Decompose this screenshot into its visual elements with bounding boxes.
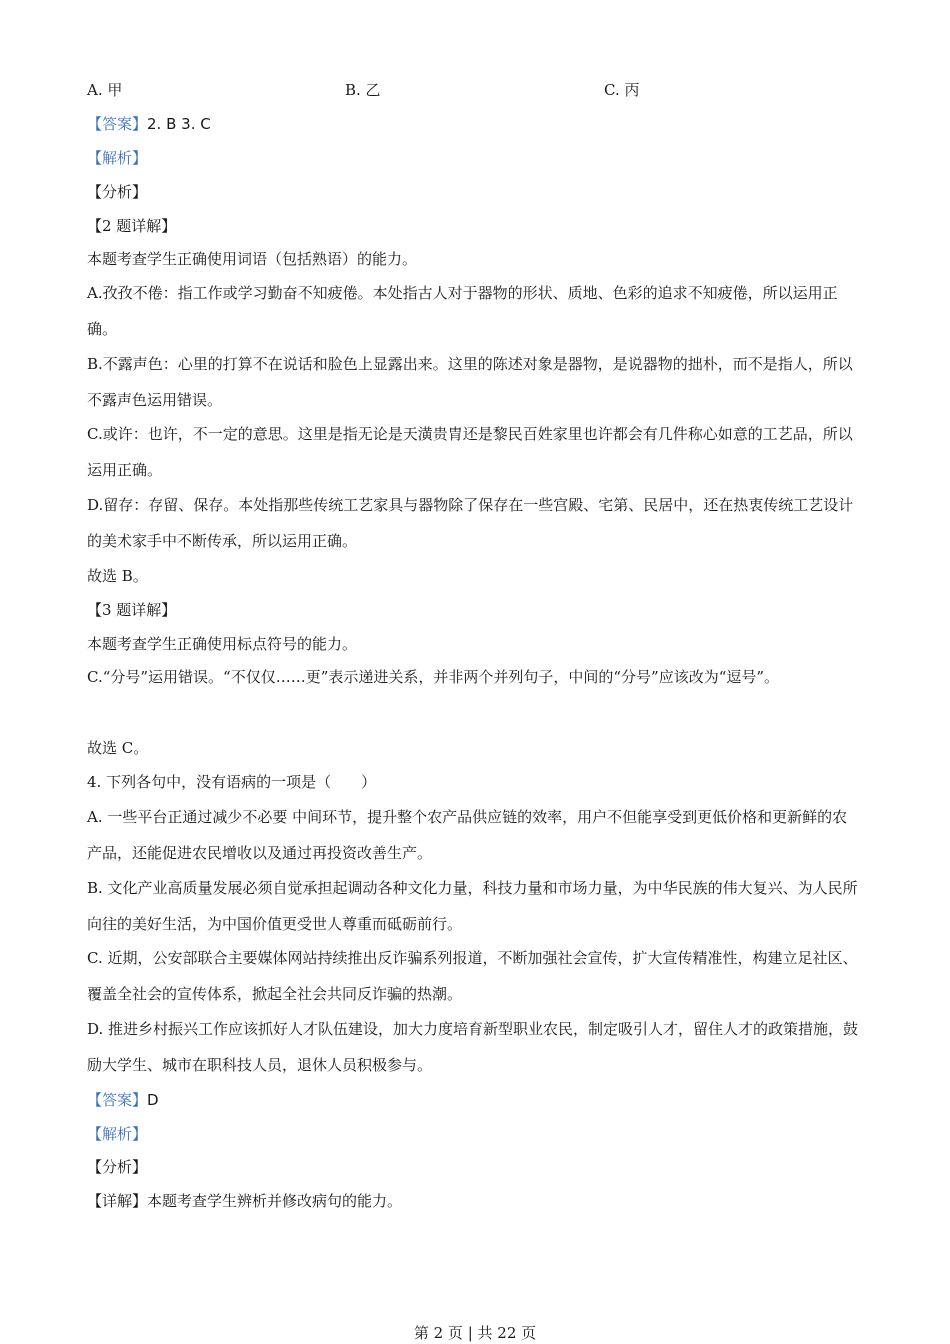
q2-option-c: C.或许：也许，不一定的意思。这里是指无论是天潢贵胄还是黎民百姓家里也许都会有几件称心如意的工艺品，所以运用正确。: [87, 425, 853, 479]
q2-intro: 本题考查学生正确使用词语（包括熟语）的能力。: [87, 250, 418, 268]
q3-detail-head: 【3 题详解】: [87, 601, 177, 619]
option-b: B. 乙: [345, 81, 381, 99]
analysis-tag: 【解析】: [87, 149, 148, 167]
q2-option-b: B.不露声色：心里的打算不在说话和脸色上显露出来。这里的陈述对象是器物，是说器物的拙朴，而不是指人，所以不露声色运用错误。: [87, 355, 853, 409]
page-footer: 第 2 页 | 共 22 页: [413, 1324, 537, 1342]
answer-tag: 【答案】: [87, 115, 148, 133]
q2-detail-head: 【2 题详解】: [87, 217, 177, 235]
q2-choose: 故选 B。: [87, 567, 148, 585]
option-c: C. 丙: [604, 81, 640, 99]
q4-option-d: D. 推进乡村振兴工作应该抓好人才队伍建设，加大力度培育新型职业农民，制定吸引人才，留住人才的政策措施，鼓励大学生、城市在职科技人员，退休人员积极参与。: [87, 1020, 859, 1074]
analysis4-tag: 【解析】: [87, 1125, 148, 1143]
q2-option-d: D.留存：存留、保存。本处指那些传统工艺家具与器物除了保存在一些宫殿、宅第、民居中，还在热衷传统工艺设计的美术家手中不断传承，所以运用正确。: [87, 496, 854, 550]
fenxi-tag: 【分析】: [87, 183, 148, 201]
fenxi4-tag: 【分析】: [87, 1158, 148, 1176]
answer-line: [87, 114, 211, 134]
q4-option-b: B. 文化产业高质量发展必须自觉承担起调动各种文化力量，科技力量和市场力量，为中华民族的伟大复兴、为人民所向往的美好生活，为中国价值更受世人尊重而砥砺前行。: [87, 879, 858, 933]
answer4-line: [87, 1090, 159, 1110]
option-a: A. 甲: [87, 81, 123, 99]
q4-stem: 4. 下列各句中，没有语病的一项是（ ）: [87, 773, 377, 791]
answer4-tag: 【答案】: [87, 1091, 148, 1109]
q3-option-c: C.“分号”运用错误。“不仅仅……更”表示递进关系，并非两个并列句子，中间的“分号”应该改为“逗号”。: [87, 668, 780, 686]
q3-choose: 故选 C。: [87, 739, 149, 757]
q4-option-c: C. 近期，公安部联合主要媒体网站持续推出反诈骗系列报道，不断加强社会宣传，扩大宣传精准性，构建立足社区、覆盖全社会的宣传体系，掀起全社会共同反诈骗的热潮。: [87, 949, 858, 1003]
detail4: 【详解】本题考查学生辨析并修改病句的能力。: [87, 1192, 403, 1210]
answer4-value: D: [147, 1091, 159, 1109]
q3-intro: 本题考查学生正确使用标点符号的能力。: [87, 635, 358, 653]
q2-option-a: A.孜孜不倦：指工作或学习勤奋不知疲倦。本处指古人对于器物的形状、质地、色彩的追求不知疲倦，所以运用正确。: [87, 284, 838, 338]
answer-value: 2. B 3. C: [147, 115, 211, 133]
q4-option-a: A. 一些平台正通过减少不必要 中间环节，提升整个农产品供应链的效率，用户不但能享受到更低价格和更新鲜的农产品，还能促进农民增收以及通过再投资改善生产。: [87, 808, 848, 862]
